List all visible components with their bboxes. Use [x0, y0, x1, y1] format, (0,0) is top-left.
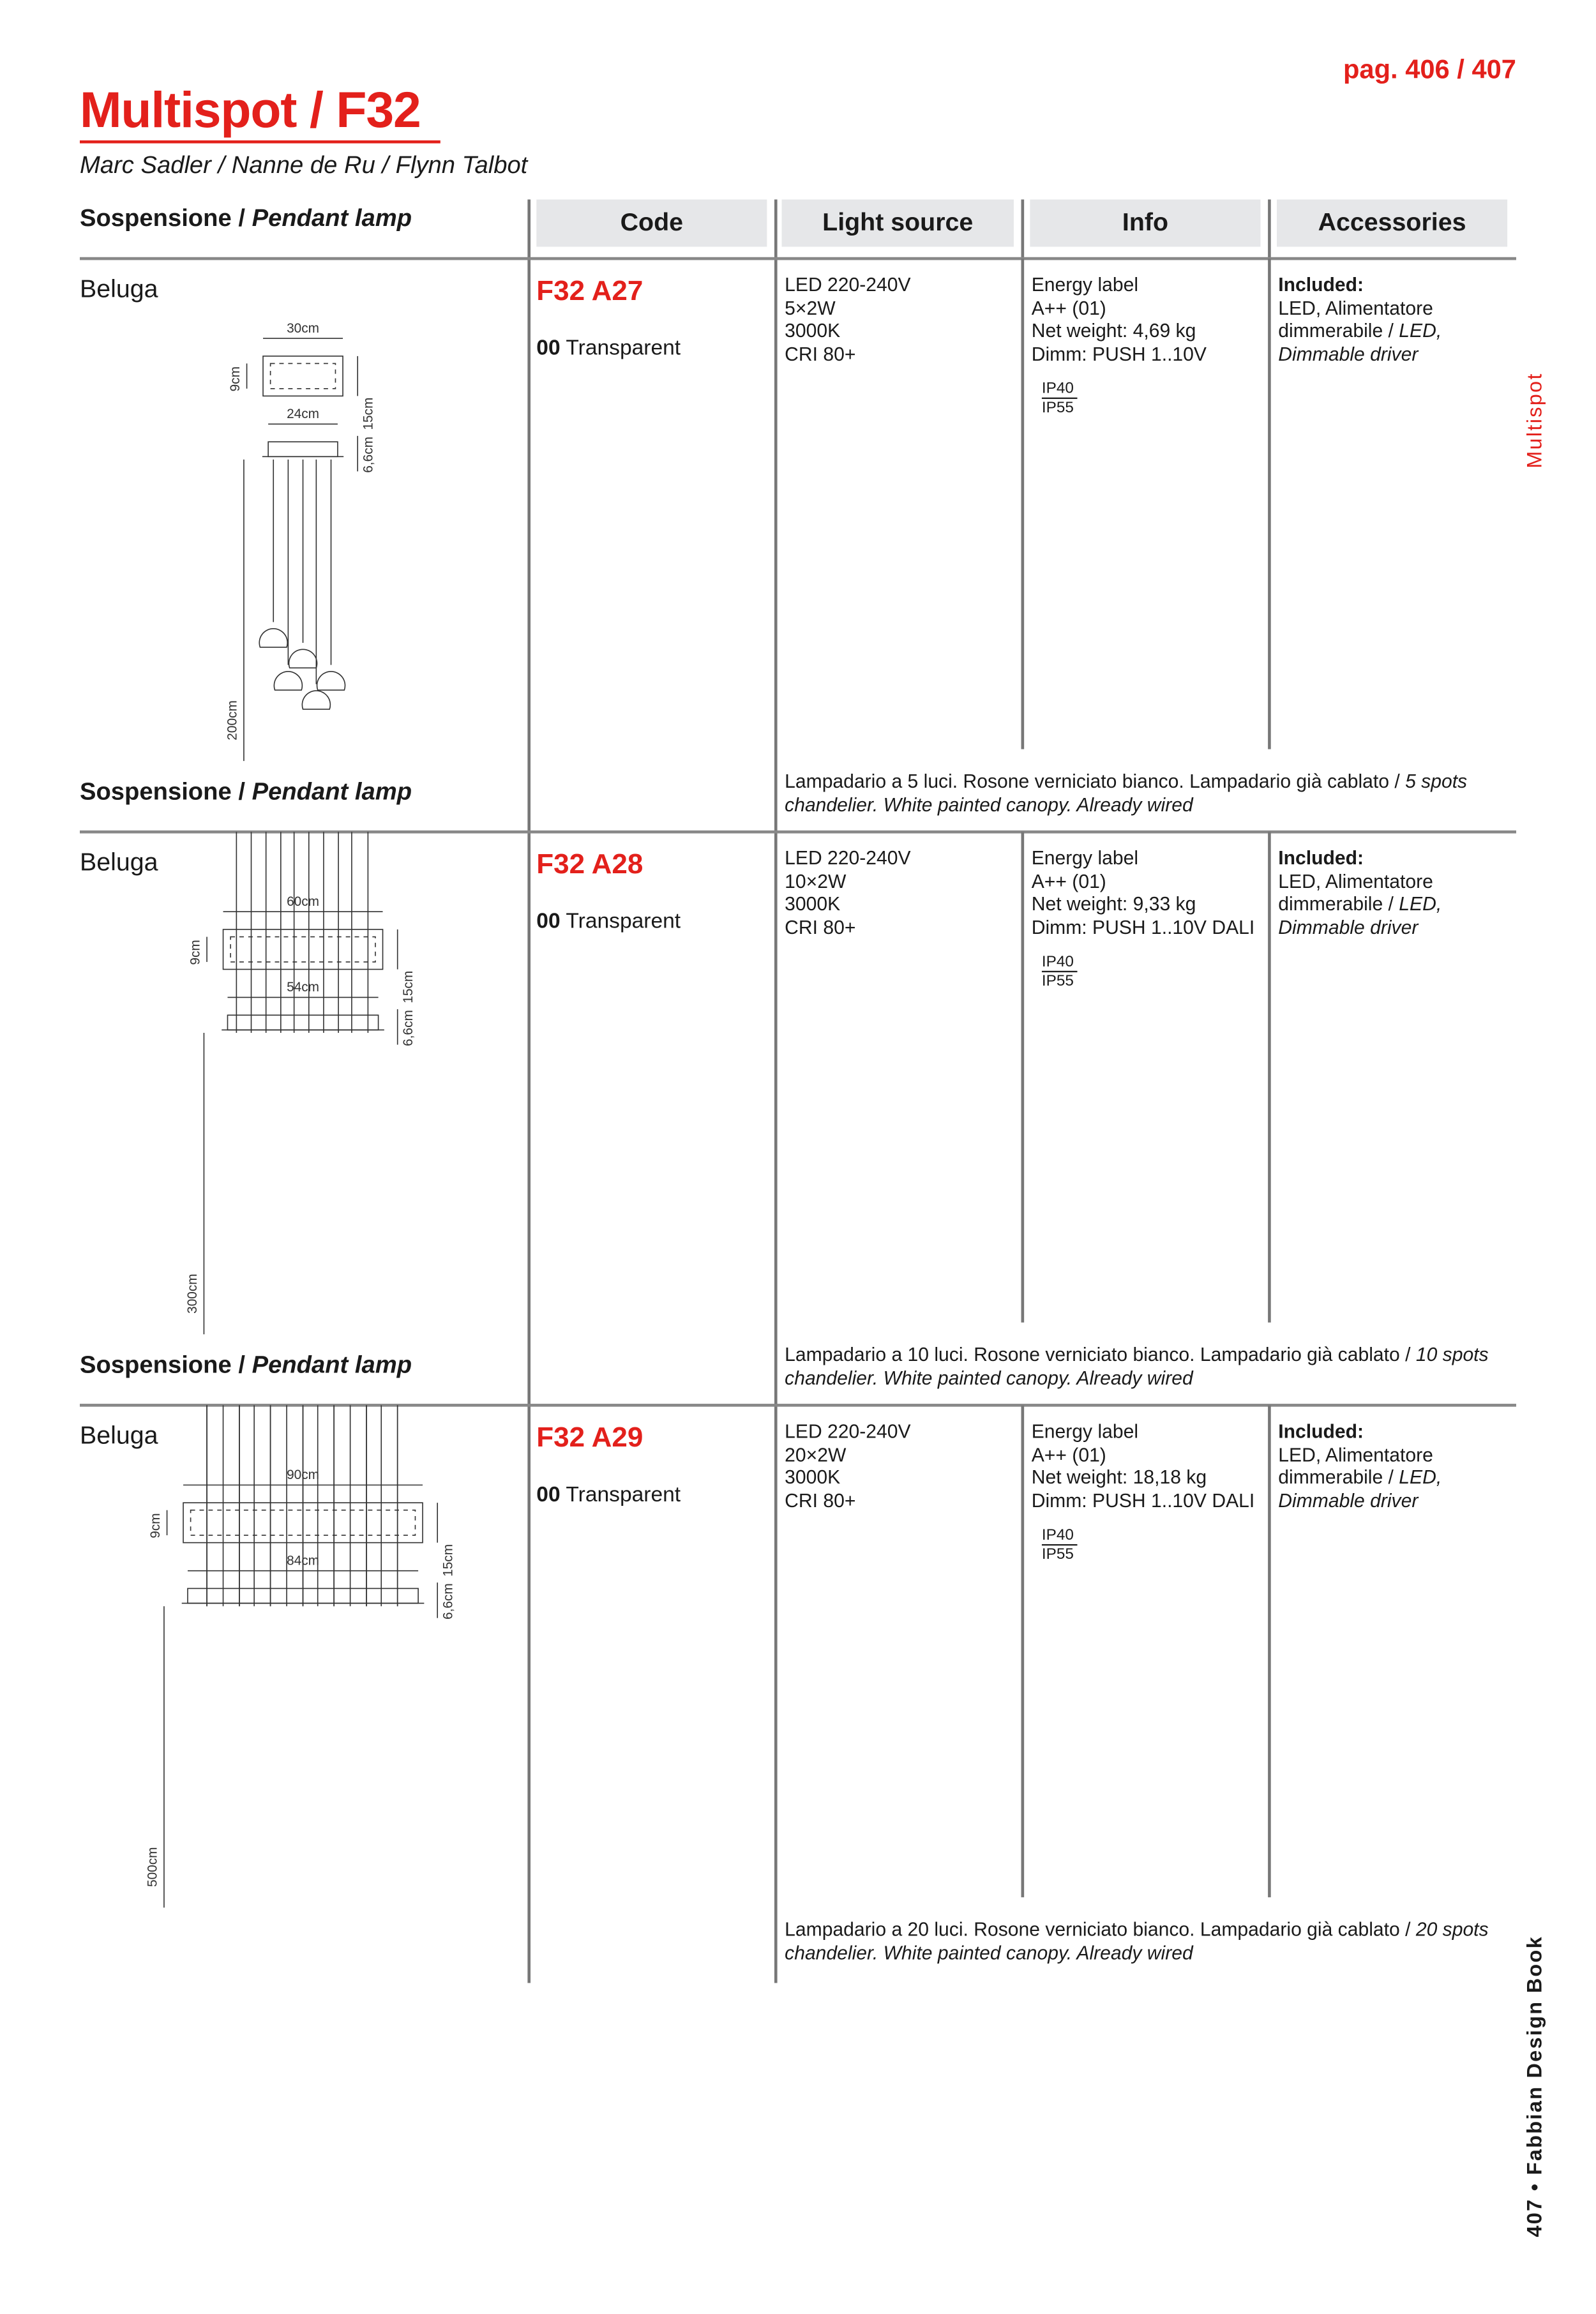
column-header-code: Code [536, 199, 767, 246]
accessories-line: LED, Alimentatore [1278, 1443, 1433, 1466]
category-en: Pendant lamp [252, 778, 412, 806]
globe [317, 672, 345, 690]
globe [302, 691, 330, 709]
column-header-accessories: Accessories [1277, 199, 1507, 246]
light-source-line: 20×2W [785, 1443, 847, 1466]
dim-height: 15cm [440, 1544, 456, 1577]
light-source [785, 273, 910, 365]
side-footer: 407 • Fabbian Design Book [1522, 1935, 1546, 2237]
dim-length: 200cm [225, 700, 240, 740]
info-line: Energy label [1031, 273, 1139, 296]
info-line: Dimm: PUSH 1..10V DALI [1031, 1489, 1255, 1511]
column-divider [1021, 1405, 1023, 1897]
ip-rating-1: IP40 [1042, 380, 1077, 399]
dim-width: 30cm [287, 320, 320, 336]
column-divider [1268, 259, 1270, 749]
info-line: A++ (01) [1031, 869, 1106, 892]
top-view [263, 356, 343, 396]
description-en: 5 spots chandelier. White painted canopy. Already wired [785, 770, 1468, 815]
product-name: Beluga [79, 848, 158, 876]
dimension-drawing [0, 1405, 527, 1907]
accessories [1278, 273, 1442, 365]
dim-length: 500cm [145, 1847, 160, 1887]
finish-code: 00 [536, 910, 561, 934]
dimension-drawing [0, 259, 527, 761]
accessories [1278, 846, 1442, 938]
dim-length: 300cm [184, 1273, 200, 1314]
finish [536, 1484, 681, 1507]
top-view [223, 929, 383, 969]
category-en: Pendant lamp [252, 205, 412, 232]
light-source-line: LED 220-240V [785, 273, 911, 296]
description-en: 20 spots chandelier. White painted canopy. Already wired [785, 1918, 1489, 1964]
finish-label: Transparent [566, 336, 681, 361]
product-name: Beluga [79, 1421, 158, 1450]
column-divider [1268, 1405, 1270, 1897]
description-it: Lampadario a 5 luci. Rosone verniciato bianco. Lampadario già cablato / [785, 770, 1406, 792]
accessories-title: Included: [1278, 846, 1364, 869]
finish-label: Transparent [566, 1484, 681, 1508]
accessories-line: Dimmable driver [1278, 342, 1419, 364]
product-code[interactable]: F32 A27 [536, 276, 644, 308]
dim-canopy-width: 54cm [287, 980, 320, 995]
light-source-line: 3000K [785, 319, 841, 342]
canopy [227, 1015, 378, 1030]
info-line: Dimm: PUSH 1..10V DALI [1031, 915, 1255, 938]
light-source [785, 1420, 910, 1512]
description-it: Lampadario a 10 luci. Rosone verniciato bianco. Lampadario già cablato / [785, 1343, 1416, 1365]
page-reference: pag. 406 / 407 [1343, 54, 1516, 84]
accessories-line: dimmerabile / [1278, 319, 1399, 342]
light-source-line: 3000K [785, 1466, 841, 1489]
accessories-title: Included: [1278, 273, 1364, 296]
dim-depth: 9cm [188, 940, 203, 965]
side-section-label: Multispot [1522, 372, 1546, 469]
info-line: Dimm: PUSH 1..10V [1031, 342, 1207, 364]
dim-width: 90cm [287, 1468, 320, 1483]
page-title: Multispot / F32 [79, 82, 421, 139]
top-view-inner [271, 363, 336, 388]
dim-canopy-height: 6,6cm [440, 1583, 456, 1620]
category-heading: Sospensione / Pendant lamp [79, 1352, 412, 1379]
dim-height: 15cm [361, 397, 376, 430]
accessories-title: Included: [1278, 1420, 1364, 1443]
ip-rating-2: IP55 [1041, 972, 1074, 990]
dim-width: 60cm [287, 894, 320, 909]
info [1032, 273, 1207, 365]
dim-canopy-height: 6,6cm [400, 1010, 416, 1046]
info-line: Net weight: 4,69 kg [1031, 319, 1196, 342]
category-it: Sospensione [79, 1352, 232, 1379]
column-divider [1268, 832, 1270, 1323]
light-source-line: 5×2W [785, 296, 836, 319]
column-divider [774, 199, 776, 1983]
info-line: Energy label [1031, 846, 1139, 869]
description-en: 10 spots chandelier. White painted canopy. Already wired [785, 1343, 1489, 1388]
light-source-line: 3000K [785, 892, 841, 915]
dim-height: 15cm [400, 970, 416, 1003]
column-header-light-source: Light source [782, 199, 1014, 246]
column-header-info: Info [1030, 199, 1260, 246]
accessories-line: LED, [1399, 319, 1442, 342]
light-source [785, 846, 910, 938]
title-underline [80, 140, 440, 144]
accessories [1278, 1420, 1442, 1512]
product-code[interactable]: F32 A28 [536, 850, 644, 881]
finish [536, 337, 681, 361]
category-it: Sospensione [79, 778, 232, 806]
light-source-line: CRI 80+ [785, 915, 856, 938]
info-line: A++ (01) [1031, 1443, 1106, 1466]
ip-rating-1: IP40 [1042, 1526, 1077, 1545]
product-description [785, 1918, 1523, 1964]
info-line: Energy label [1031, 1420, 1139, 1443]
top-view-inner [230, 937, 375, 962]
light-source-line: LED 220-240V [785, 1420, 911, 1443]
column-divider [1268, 199, 1270, 259]
dim-depth: 9cm [147, 1513, 163, 1538]
accessories-line: LED, Alimentatore [1278, 869, 1433, 892]
column-divider [1021, 199, 1023, 259]
category-it: Sospensione [79, 205, 232, 232]
light-source-line: LED 220-240V [785, 846, 911, 869]
dim-depth: 9cm [227, 366, 243, 392]
light-source-line: CRI 80+ [785, 342, 856, 364]
finish [536, 910, 681, 934]
product-name: Beluga [79, 274, 158, 303]
accessories-line: LED, [1399, 892, 1442, 915]
dim-canopy-height: 6,6cm [361, 437, 376, 473]
dim-canopy-width: 24cm [287, 407, 320, 422]
globe [274, 672, 302, 690]
accessories-line: dimmerabile / [1278, 892, 1399, 915]
ip-rating [1042, 380, 1077, 417]
accessories-line: Dimmable driver [1278, 915, 1419, 938]
accessories-line: dimmerabile / [1278, 1466, 1399, 1489]
product-description [785, 770, 1523, 816]
description-it: Lampadario a 20 luci. Rosone verniciato bianco. Lampadario già cablato / [785, 1918, 1416, 1941]
info-line: Net weight: 9,33 kg [1031, 892, 1196, 915]
category-en: Pendant lamp [252, 1352, 412, 1379]
finish-code: 00 [536, 336, 561, 361]
finish-label: Transparent [566, 910, 681, 934]
column-divider [1021, 832, 1023, 1323]
product-description [785, 1343, 1523, 1389]
ip-rating-2: IP55 [1041, 1545, 1074, 1564]
accessories-line: Dimmable driver [1278, 1489, 1419, 1511]
dim-canopy-width: 84cm [287, 1553, 320, 1568]
category-heading: Sospensione / Pendant lamp [79, 778, 412, 806]
globe [259, 629, 287, 647]
ip-rating [1042, 1526, 1077, 1563]
column-divider [1021, 259, 1023, 749]
finish-code: 00 [536, 1484, 561, 1508]
light-source-line: CRI 80+ [785, 1489, 856, 1511]
info [1032, 846, 1255, 938]
light-source-line: 10×2W [785, 869, 847, 892]
accessories-line: LED, [1399, 1466, 1442, 1489]
ip-rating [1042, 953, 1077, 990]
canopy [268, 442, 338, 456]
globe [289, 649, 317, 668]
product-code[interactable]: F32 A29 [536, 1423, 644, 1454]
dimension-drawing [0, 832, 527, 1334]
info-line: Net weight: 18,18 kg [1031, 1466, 1207, 1489]
accessories-line: LED, Alimentatore [1278, 296, 1433, 319]
ip-rating-2: IP55 [1041, 398, 1074, 417]
ip-rating-1: IP40 [1042, 953, 1077, 972]
designers: Marc Sadler / Nanne de Ru / Flynn Talbot [79, 152, 528, 179]
info [1032, 1420, 1255, 1512]
category-heading: Sospensione / Pendant lamp [79, 205, 412, 232]
info-line: A++ (01) [1031, 296, 1106, 319]
column-divider [527, 199, 529, 1983]
